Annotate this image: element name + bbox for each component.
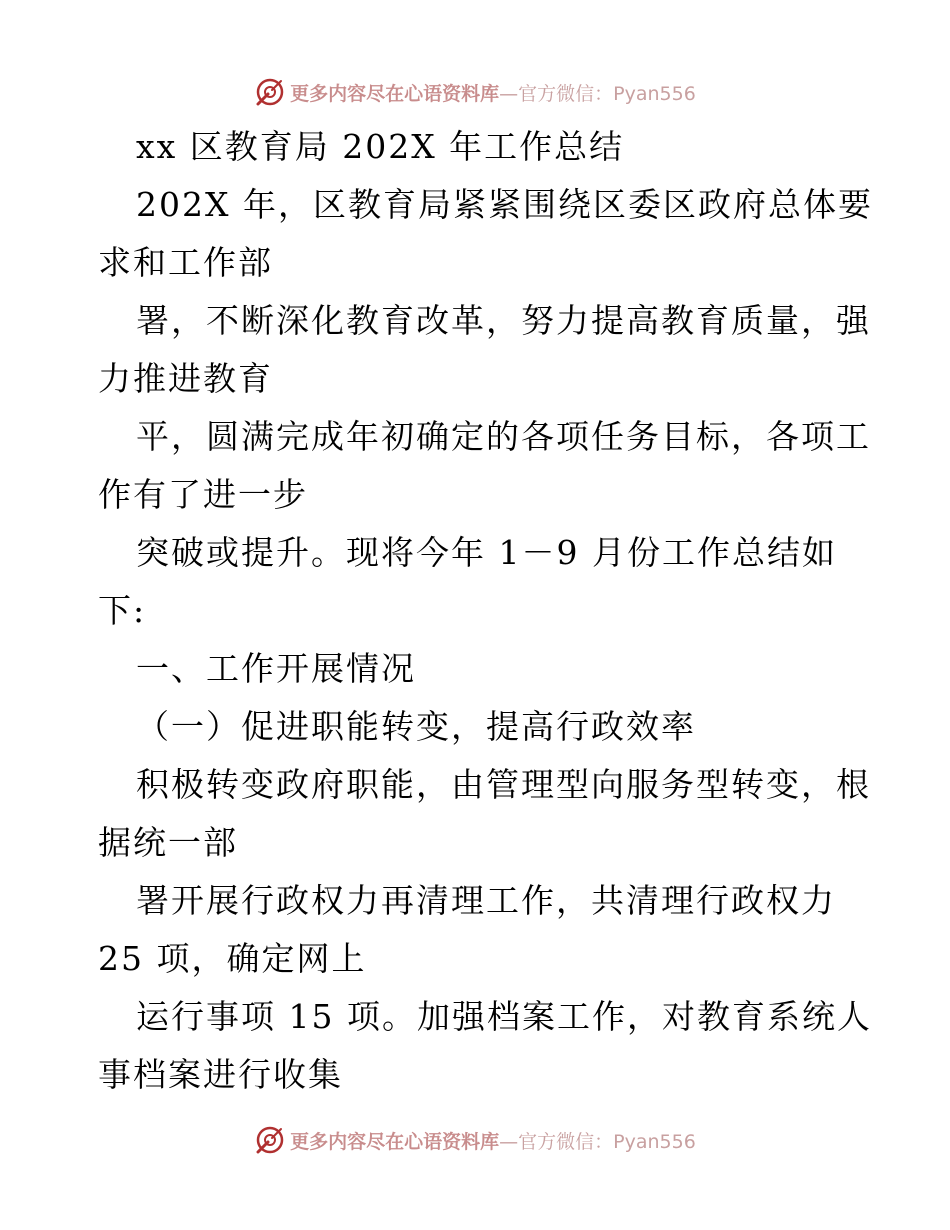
banner-brand: 更多内容尽在心语资料库 (290, 1130, 500, 1153)
paragraph-line: 求和工作部 (98, 243, 273, 282)
paragraph-line: 力推进教育 (98, 359, 273, 398)
banner-dash: — (499, 82, 519, 105)
banner-contact: 官方微信：Pyan556 (518, 82, 696, 105)
paragraph-line: 突破或提升。现将今年 1－9 月份工作总结如 (136, 533, 837, 572)
paragraph-line: 作有了进一步 (98, 475, 308, 514)
paragraph-line: 平，圆满完成年初确定的各项任务目标，各项工 (136, 417, 871, 456)
document-title: xx 区教育局 202X 年工作总结 (136, 127, 625, 166)
paragraph-line: 积极转变政府职能，由管理型向服务型转变，根 (136, 765, 871, 804)
banner-brand: 更多内容尽在心语资料库 (290, 82, 500, 105)
paragraph-line: 署，不断深化教育改革，努力提高教育质量，强 (136, 301, 871, 340)
paragraph-line: 署开展行政权力再清理工作，共清理行政权力 (136, 881, 836, 920)
banner-dash: — (499, 1130, 519, 1153)
banner-text (290, 1127, 696, 1154)
banner-contact: 官方微信：Pyan556 (518, 1130, 696, 1153)
subsection-heading: （一）促进职能转变，提高行政效率 (136, 707, 696, 746)
paragraph-line: 运行事项 15 项。加强档案工作，对教育系统人 (136, 997, 872, 1036)
pen-logo-icon (254, 76, 286, 108)
pen-logo-icon (254, 1124, 286, 1156)
header-banner (0, 72, 950, 112)
section-heading: 一、工作开展情况 (136, 649, 416, 688)
document-body (98, 118, 873, 1104)
paragraph-line: 事档案进行收集 (98, 1055, 343, 1094)
paragraph-line: 25 项，确定网上 (98, 939, 367, 978)
footer-banner (0, 1120, 950, 1160)
paragraph-line: 据统一部 (98, 823, 238, 862)
banner-text (290, 79, 696, 106)
paragraph-line: 202X 年，区教育局紧紧围绕区委区政府总体要 (136, 185, 873, 224)
paragraph-line: 下: (98, 591, 147, 630)
